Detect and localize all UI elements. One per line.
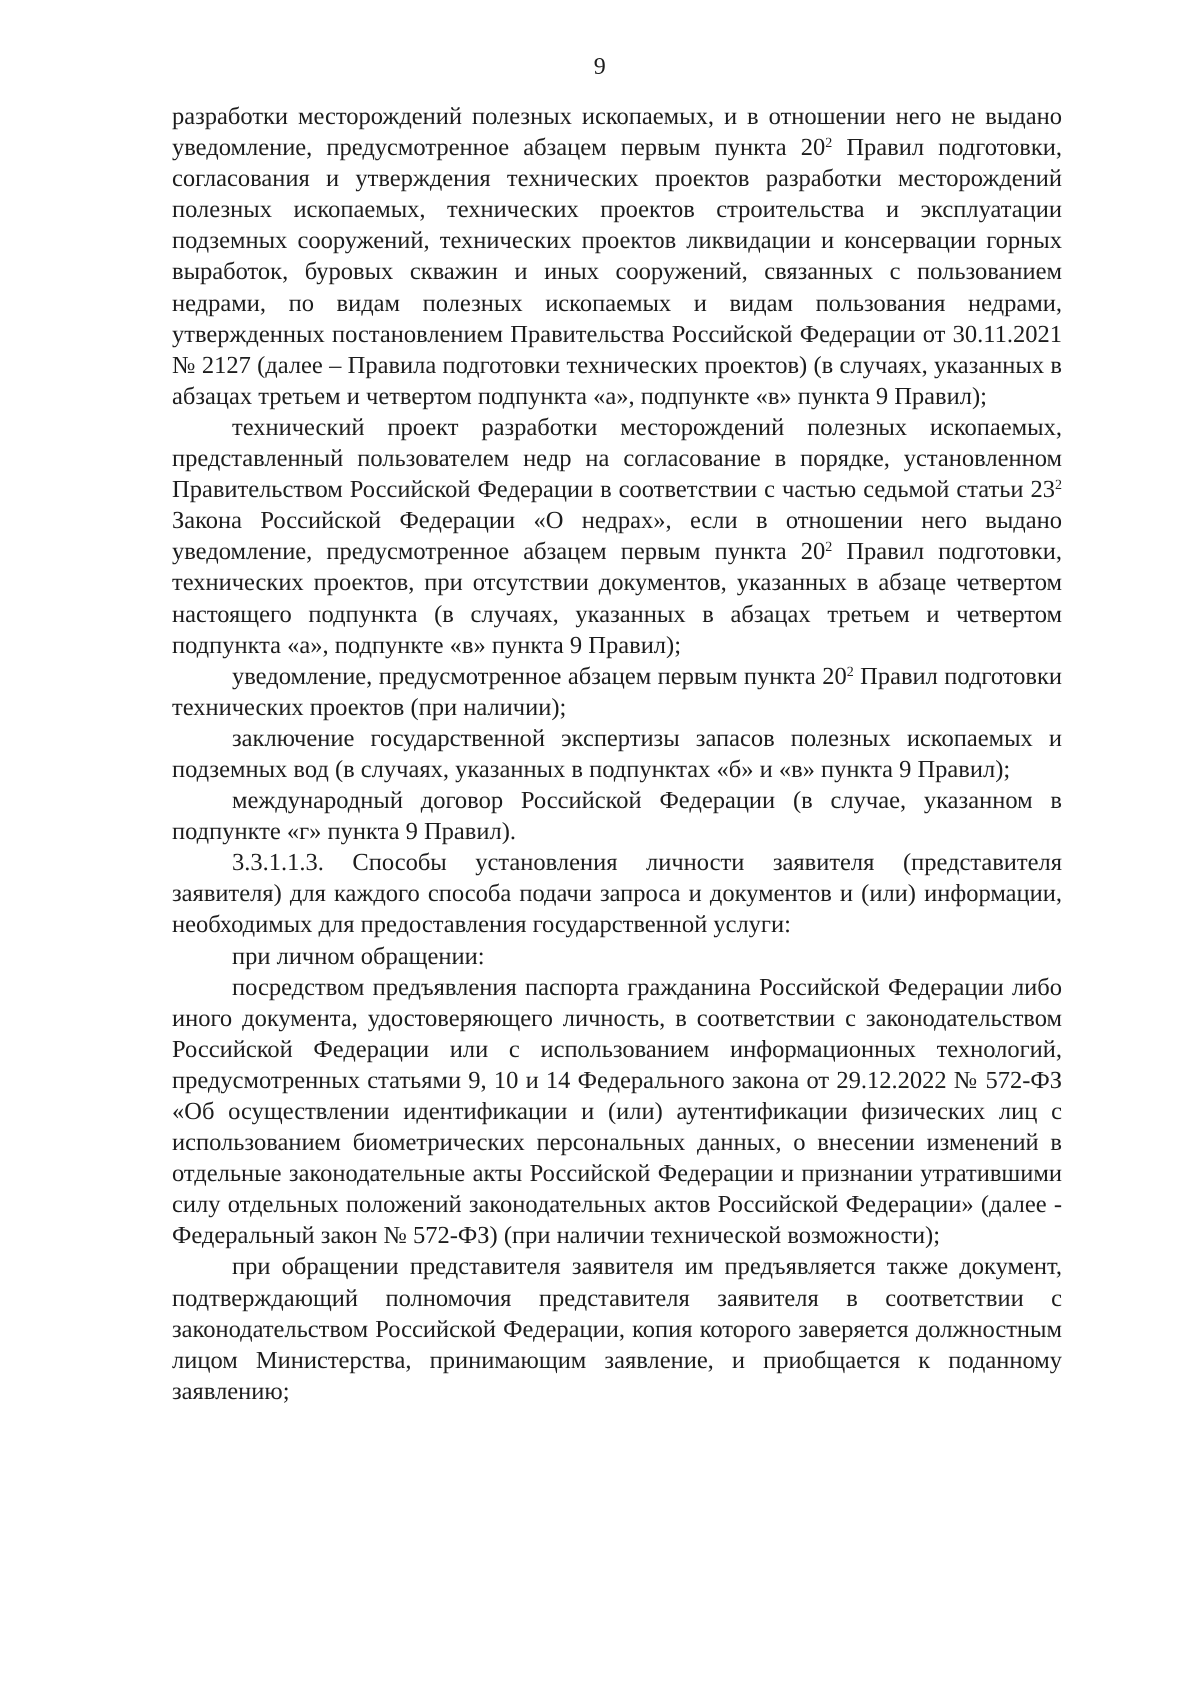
superscript: 2 xyxy=(825,136,833,152)
document-paragraph xyxy=(172,1251,1062,1406)
paragraph-text: Правил подготовки, согласования и утверждения технических проектов разработки месторождений полезных ископаемых, технических проектов строительства и эксплуатации подземных сооружений, технических проектов ликвидации и консервации горных выработок, буровых скважин и иных сооружений, связанных с пользованием недрами, по видам полезных ископаемых и видам пользования недрами, утвержденных постановлением Правительства Российской Федерации от 30.11.2021 № 2127 (далее – Правила подготовки технических проектов) (в случаях, указанных в абзацах третьем и четвертом подпункта «а», подпункте «в» пункта 9 Правил); xyxy=(172,134,1062,410)
paragraph-text: Правил подготовки технических проектов (при наличии); xyxy=(172,662,1062,721)
paragraph-text: заключение государственной экспертизы запасов полезных ископаемых и подземных вод (в случаях, указанных в подпунктах «б» и «в» пункта 9 Правил); xyxy=(172,724,1062,783)
document-paragraph xyxy=(172,661,1062,723)
paragraph-text: уведомление, предусмотренное абзацем первым пункта 20 xyxy=(232,662,847,690)
paragraph-text: международный договор Российской Федерации (в случае, указанном в подпункте «г» пункта 9 Правил). xyxy=(172,787,1062,846)
paragraph-text: разработки месторождений полезных ископаемых, и в отношении него не выдано уведомление, предусмотренное абзацем первым пункта 20 xyxy=(172,103,1062,162)
paragraph-text: 3.3.1.1.3. Способы установления личности заявителя (представителя заявителя) для каждого способа подачи запроса и документов и (или) информации, необходимых для предоставления государственной услуги: xyxy=(172,849,1062,939)
paragraph-text: Закона Российской Федерации «О недрах», если в отношении него выдано уведомление, предусмотренное абзацем первым пункта 20 xyxy=(172,507,1062,566)
document-body xyxy=(172,101,1062,1407)
document-paragraph xyxy=(172,785,1062,847)
superscript: 2 xyxy=(1055,478,1062,494)
paragraph-text: Правил подготовки, технических проектов, при отсутствии документов, указанных в абзаце четвертом настоящего подпункта (в случаях, указанных в абзацах третьем и четвертом подпункта «а», подпункте «в» пункта 9 Правил); xyxy=(172,538,1062,659)
paragraph-text: при обращении представителя заявителя им предъявляется также документ, подтверждающий полномочия представителя заявителя в соответствии с законодательством Российской Федерации, копия которого заверяется должностным лицом Министерства, принимающим заявление, и приобщается к поданному заявлению; xyxy=(172,1253,1062,1405)
page-number: 9 xyxy=(593,54,607,80)
paragraph-text: посредством предъявления паспорта гражданина Российской Федерации либо иного документа, удостоверяющего личность, в соответствии с законодательством Российской Федерации или с использованием информационных технологий, предусмотренных статьями 9, 10 и 14 Федерального закона от 29.12.2022 № 572-ФЗ «Об осуществлении идентификации и (или) аутентификации физических лиц с использованием биометрических персональных данных, о внесении изменений в отдельные законодательные акты Российской Федерации и признании утратившими силу отдельных положений законодательных актов Российской Федерации» (далее - Федеральный закон № 572-ФЗ) (при наличии технической возможности); xyxy=(172,973,1062,1250)
paragraph-text: технический проект разработки месторождений полезных ископаемых, представленный пользователем недр на согласование в порядке, установленном Правительством Российской Федерации в соответствии с частью седьмой статьи 23 xyxy=(172,413,1062,504)
superscript: 2 xyxy=(846,664,854,680)
document-paragraph xyxy=(172,101,1062,412)
document-paragraph xyxy=(172,412,1062,661)
paragraph-text: при личном обращении: xyxy=(232,942,485,970)
document-paragraph xyxy=(172,723,1062,785)
document-paragraph xyxy=(172,847,1062,940)
document-paragraph xyxy=(172,972,1062,1252)
document-paragraph xyxy=(172,941,1062,972)
superscript: 2 xyxy=(825,540,833,556)
